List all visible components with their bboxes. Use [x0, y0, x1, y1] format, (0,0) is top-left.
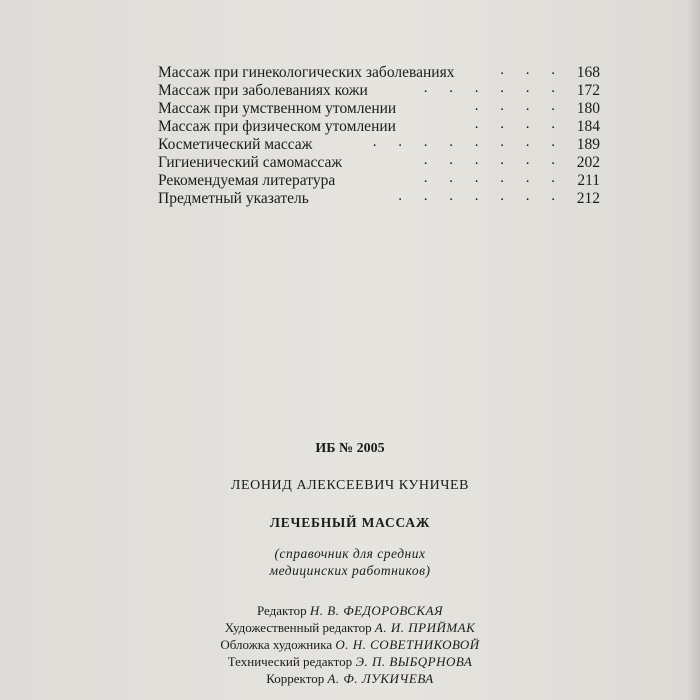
credit-name: Н. В. ФЕДОРОВСКАЯ — [309, 603, 444, 618]
ib-number: ИБ № 2005 — [315, 441, 385, 456]
toc-entry-page: 202 — [576, 154, 600, 171]
credit-name: Э. П. ВЫБQРНОВА — [355, 654, 473, 669]
toc-leader-dots: . . . . — [474, 116, 564, 132]
credit-line — [0, 619, 700, 636]
table-of-contents — [158, 64, 600, 208]
toc-entry-page: 168 — [576, 64, 600, 81]
toc-entry-title: Предметный указатель — [158, 190, 309, 207]
toc-leader-dots: . . . — [500, 62, 564, 78]
toc-entry-title: Массаж при заболеваниях кожи — [158, 82, 368, 99]
toc-entry-page: 212 — [576, 190, 600, 207]
toc-leader-dots: . . . . . . . . — [372, 134, 564, 150]
toc-leader-dots: . . . . . . — [423, 170, 564, 186]
toc-entry — [158, 190, 600, 208]
toc-entry-title: Массаж при умственном утомлении — [158, 100, 397, 117]
toc-entry-page: 184 — [576, 118, 600, 135]
page-edge-shadow — [686, 0, 700, 700]
credit-role: Художественный редактор — [224, 620, 372, 635]
toc-entry-page: 211 — [577, 172, 600, 189]
credit-line — [0, 602, 700, 619]
subtitle-line: (справочник для средних — [274, 546, 426, 561]
book-subtitle — [0, 545, 700, 579]
subtitle-line: медицинских работников) — [269, 563, 431, 578]
credit-name: А. И. ПРИЙМАК — [374, 620, 476, 635]
credit-role: Корректор — [266, 671, 325, 686]
toc-entry-title: Рекомендуемая литература — [158, 172, 336, 189]
credit-role: Редактор — [256, 603, 307, 618]
toc-leader-dots: . . . . — [474, 98, 564, 114]
author-name: ЛЕОНИД АЛЕКСЕЕВИЧ КУНИЧЕВ — [230, 478, 470, 493]
credit-line — [0, 653, 700, 670]
credit-role: Технический редактор — [227, 654, 353, 669]
toc-leader-dots: . . . . . . — [423, 80, 564, 96]
credit-name: О. Н. СОВЕТНИКОВОЙ — [335, 637, 480, 652]
toc-entry-title: Косметический массаж — [158, 136, 313, 153]
toc-leader-dots: . . . . . . . — [398, 188, 564, 204]
toc-entry-page: 189 — [576, 136, 600, 153]
toc-entry-title: Массаж при гинекологических заболеваниях — [158, 64, 455, 81]
credit-line — [0, 636, 700, 653]
credit-role: Обложка художника — [220, 637, 333, 652]
credits-block — [0, 602, 700, 687]
toc-entry-title: Гигиенический самомассаж — [158, 154, 343, 171]
toc-entry-title: Массаж при физическом утомлении — [158, 118, 396, 135]
toc-leader-dots: . . . . . . — [423, 152, 564, 168]
toc-entry-page: 180 — [576, 100, 600, 117]
credit-line — [0, 670, 700, 687]
toc-entry-page: 172 — [576, 82, 600, 99]
book-title: ЛЕЧЕБНЫЙ МАССАЖ — [269, 515, 431, 530]
credit-name: А. Ф. ЛУКИЧЕВА — [327, 671, 434, 686]
